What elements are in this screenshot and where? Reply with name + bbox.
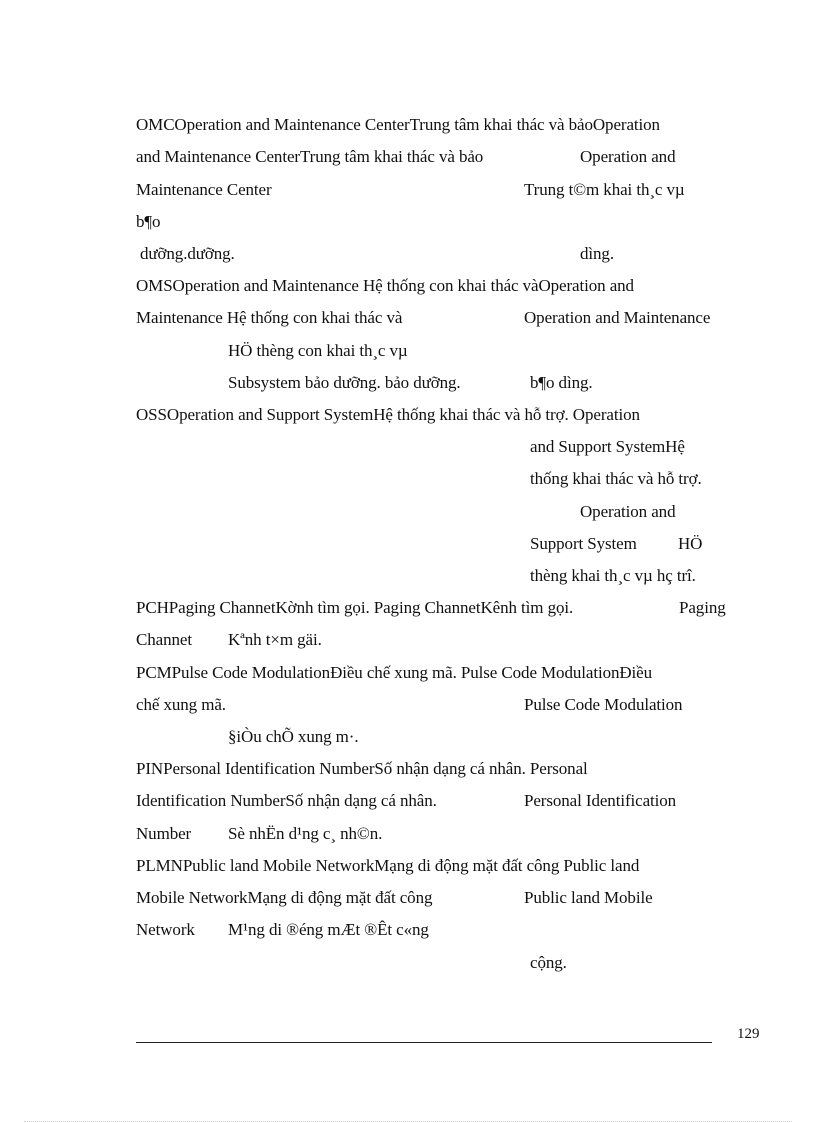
- text-line: Operation and Maintenance: [524, 308, 711, 327]
- text-line: Mobile NetworkMạng di động mặt đất công: [136, 888, 433, 907]
- text-line: Network: [136, 920, 195, 939]
- text-line: Public land Mobile: [524, 888, 653, 907]
- text-line: Identification NumberSố nhận dạng cá nhân.: [136, 791, 437, 810]
- text-line: Pulse Code Modulation: [524, 695, 683, 714]
- text-line: Channet: [136, 630, 192, 649]
- text-line: Maintenance Center: [136, 180, 272, 199]
- page-number: 129: [737, 1026, 760, 1042]
- text-line: Operation and: [580, 147, 676, 166]
- text-line: thèng khai th¸c vµ hç trî.: [530, 566, 696, 585]
- text-line: PINPersonal Identification NumberSố nhận dạng cá nhân. Personal: [136, 759, 588, 778]
- text-line: Paging: [679, 598, 726, 617]
- text-line: PCHPaging ChannetKờnh tìm gọi. Paging ChannetKênh tìm gọi.: [136, 598, 574, 617]
- text-line: cộng.: [530, 953, 567, 972]
- text-line: Personal Identification: [524, 791, 677, 810]
- text-line: HÖ thèng con khai th¸c vµ: [228, 341, 408, 360]
- text-line: Kªnh t×m gäi.: [228, 630, 322, 649]
- text-line: OMCOperation and Maintenance CenterTrung tâm khai thác và bảoOperation: [136, 115, 660, 134]
- text-line: Trung t©m khai th¸c vµ: [524, 180, 685, 199]
- footer-rule: [136, 1042, 712, 1043]
- text-line: and Support SystemHệ: [530, 437, 685, 456]
- text-line: Maintenance Hệ thống con khai thác và: [136, 308, 403, 327]
- text-line: b¶o: [136, 212, 161, 231]
- text-line: OSSOperation and Support SystemHệ thống khai thác và hỗ trợ. Operation: [136, 405, 640, 424]
- text-line: Subsystem bảo dưỡng. bảo dưỡng.: [228, 373, 461, 392]
- text-line: §iÒu chÕ xung m·.: [228, 727, 359, 746]
- text-line: Number: [136, 824, 192, 843]
- page-bottom-border: [24, 1121, 792, 1122]
- text-line: OMSOperation and Maintenance Hệ thống con khai thác vàOperation and: [136, 276, 634, 295]
- text-line: HÖ: [678, 534, 703, 553]
- text-line: M¹ng di ®éng mÆt ®Êt c«ng: [228, 920, 429, 939]
- text-line: Sè nhËn d¹ng c¸ nh©n.: [228, 824, 383, 843]
- text-line: dưỡng.dưỡng.: [140, 244, 235, 263]
- text-line: chế xung mã.: [136, 695, 226, 714]
- text-line: thống khai thác và hỗ trợ.: [530, 469, 702, 488]
- text-line: b¶o dìng.: [530, 373, 593, 392]
- text-line: PCMPulse Code ModulationĐiều chế xung mã. Pulse Code ModulationĐiều: [136, 663, 653, 682]
- text-line: PLMNPublic land Mobile NetworkMạng di động mặt đất công Public land: [136, 856, 640, 875]
- text-line: and Maintenance CenterTrung tâm khai thác và bảo: [136, 147, 484, 166]
- text-line: Operation and: [580, 502, 676, 521]
- text-line: Support System: [530, 534, 637, 553]
- text-line: dìng.: [580, 244, 614, 263]
